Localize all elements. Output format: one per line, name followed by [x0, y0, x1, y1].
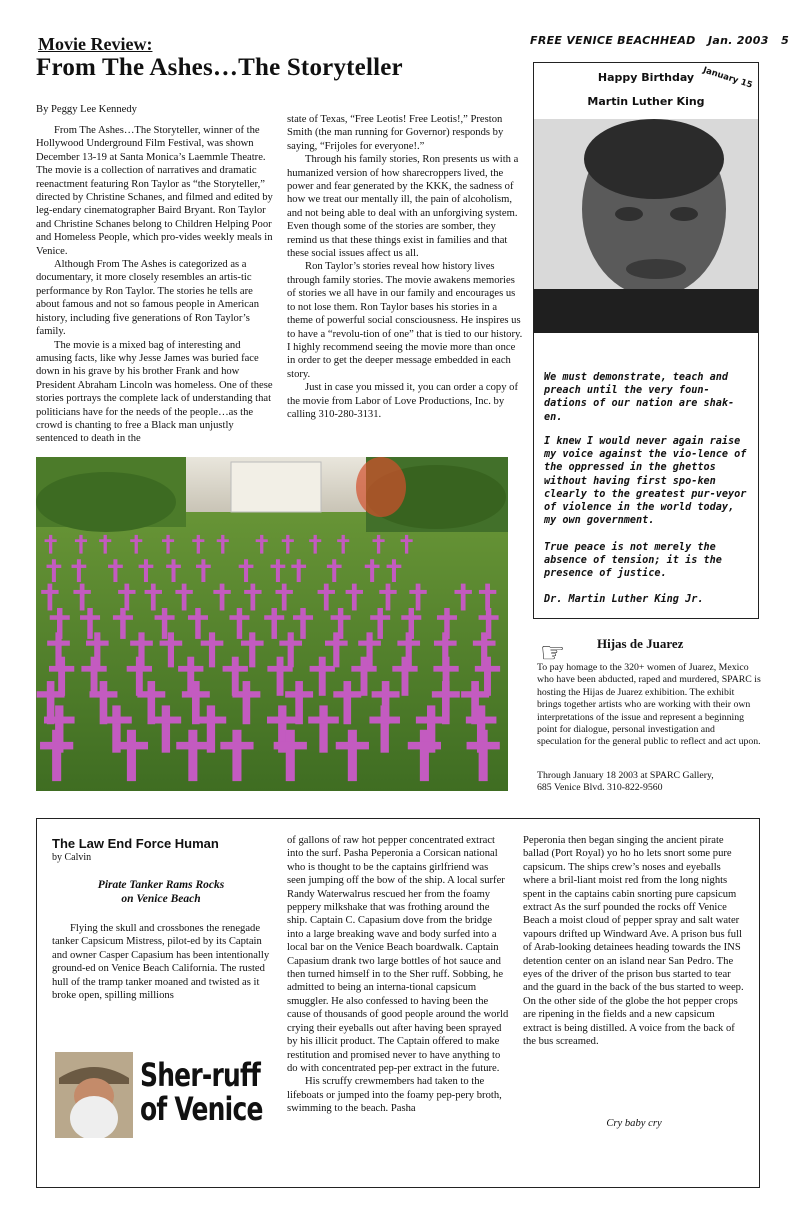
law-subhead	[52, 878, 270, 906]
mlk-quote-3: True peace is not merely the absence of tension; it is the presence of justice.	[544, 542, 722, 580]
mlk-heading-line1: Happy Birthday	[597, 71, 695, 84]
issue-date: Jan. 2003	[708, 34, 769, 47]
calvin-portrait-photo	[55, 1052, 133, 1138]
sherruff-logo	[140, 1058, 263, 1126]
review-column-1	[36, 124, 274, 446]
paragraph: of gallons of raw hot pepper concentrated extract into the surf. Pasha Peperonia a Corsican national who is thought to be the captains girlfriend was seen jumping off the bow of the ship. A local surfer Randy Waterwalrus rescued her from the foamy peppery milkshake that was frothing around the ship. Captain C. Capasium dove from the bridge into a large breaking wave and body surfed into a local bar on the Venice Beach boardwalk. Captain Capasium drank two large bottles of hot sauce and then turned himself in to the Sher ruff. Sobbing, he admitted to being an interna-tional capsicum smuggler. He also confessed to having been the cause of thousands of good people around the world crying their eyeballs out after having been sprayed by his illicit product. The Captain offered to make restitution and promised never to have anything to do with concentrated pep-per extract in the future.	[287, 835, 509, 1074]
review-column-2	[287, 113, 525, 421]
article-byline: By Peggy Lee Kennedy	[36, 104, 137, 115]
law-title: The Law End Force Human	[52, 836, 219, 851]
law-subhead-line1: Pirate Tanker Rams Rocks	[97, 879, 225, 891]
mlk-heading-line2: Martin Luther King	[587, 95, 705, 108]
mlk-portrait-photo	[534, 119, 758, 333]
hijas-details	[537, 770, 761, 795]
article-title: From The Ashes…The Storyteller	[36, 54, 403, 81]
paper-name: FREE VENICE BEACHHEAD	[530, 34, 696, 47]
paragraph: Just in case you missed it, you can order a copy of the movie from Labor of Love Productions, Inc. by calling 310-280-3131.	[287, 382, 519, 420]
hijas-dates: Through January 18 2003 at SPARC Gallery,	[537, 770, 714, 781]
paragraph: state of Texas, “Free Leotis! Free Leotis!,” Preston Smith (the man running for Governor) responds by saying, “Frijoles for everyone!.”	[287, 114, 504, 152]
mlk-birthday-box	[533, 62, 759, 619]
mlk-attribution: Dr. Martin Luther King Jr.	[544, 594, 704, 605]
mlk-quote-2: I knew I would never again raise my voice against the vio-lence of the oppressed in the ghettos without having first spo-ken clearly to the greatest pur-veyor of violence in the world today, my own government.	[544, 436, 747, 527]
hijas-description: To pay homage to the 320+ women of Juarez, Mexico who have been abducted, raped and murdered, SPARC is hosting the Hijas de Juarez exhibition. The exhibit brings together artists who are working with their own interpretations of the issue and represent a beginning point for dialogue, personal investigation and speculation for the general public to reflect and act upon.	[537, 662, 761, 748]
pointing-hand-icon: ☞	[540, 638, 566, 669]
paragraph: Peperonia then began singing the ancient pirate ballad (Port Royal) yo ho ho lets snort some pure capsicum. The ships crew’s noses and eyeballs where a bril-liant moist red from the long nights spent in the captains cabin snorting pure capsicum extract As the surf pounded the rocks off Venice Beach a moist cloud of pepper spray and salt water vapours drifted up Windward Ave. A prison bus full of Arab-looking detainees heading towards the INS detention center on an island near San Pedro. The eyes of the driver of the prison bus started to tear and the guard in the back of the bus started to weep. On the other side of the globe the hot pepper crops are ripening in the fields and a new capsicum extract is being distilled. A voice from the back of the bus screamed.	[523, 835, 744, 1048]
sherruff-logo-line2: of Venice	[140, 1090, 263, 1128]
paragraph: Ron Taylor’s stories reveal how history lives through family stories. The movie awakens memories of stories we all have in our family and encourages us to not lose them. Ron Taylor bases his stories in a theme of powerful social consciousness. He inspires us to have a “revolu-tion of one” that is tied to our history. I highly recommend seeing the movie more than once in order to get the deeper message embedded in each story.	[287, 261, 523, 380]
paragraph: Through his family stories, Ron presents us with a humanized version of how sharecroppers lived, the power and fear generated by the KKK, the sadness of how we treat our mentally ill, the pain of alcoholism, and not being able to deal with an unforgiving system. Even though some of the stories are somber, they remind us that these things exist in families and that these social issues affect us all.	[287, 154, 519, 260]
paragraph: Flying the skull and crossbones the renegade tanker Capsicum Mistress, pilot-ed by its Captain and owner Casper Capasium has been intentionally ground-ed on Venice Beach California. The rusted hull of the tramp tanker moaned and twisted as it broke open, spilling millions	[52, 923, 270, 1002]
masthead	[530, 34, 789, 47]
law-column-1	[52, 922, 272, 1002]
section-kicker: Movie Review:	[38, 34, 153, 54]
mlk-quote-1: We must demonstrate, teach and preach until the very foun-dations of our nation are shak-en.	[544, 372, 735, 423]
page-number: 5	[781, 34, 790, 47]
paragraph: Although From The Ashes is categorized as a documentary, it more closely resembles an artis-tic performance by Ron Taylor. The stories he tells are about famous and not so famous people in American history, including five generations of Ron Taylor’s family.	[36, 259, 260, 338]
paragraph: His scruffy crewmembers had taken to the lifeboats or jumped into the foamy pep-pery broth, swimming to the beach. Pasha	[287, 1076, 502, 1115]
law-byline: by Calvin	[52, 852, 92, 863]
sherruff-logo-line1: Sher-ruff	[140, 1056, 261, 1094]
law-closing-line: Cry baby cry	[606, 1118, 662, 1129]
hijas-title: Hijas de Juarez	[597, 636, 684, 651]
paragraph: From The Ashes…The Storyteller, winner of the Hollywood Underground Film Festival, was shown December 13-19 at Santa Monica’s Laemmle Theatre. The movie is a collection of narratives and dramatic reenactment featuring Ron Taylor as “the Storyteller,” directed by Christine Schanes, and filmed and edited by leg-endary cinematographer Baird Bryant. Ron Taylor and Christine Schanes belong to Children Helping Poor and Homeless People, which pro-vides weekly meals in Venice.	[36, 125, 273, 257]
crosses-lawn-photo	[36, 457, 508, 791]
law-subhead-line2: on Venice Beach	[121, 893, 201, 905]
hijas-address: 685 Venice Blvd. 310-822-9560	[537, 782, 663, 794]
law-column-3	[523, 834, 745, 1049]
paragraph: The movie is a mixed bag of interesting and amusing facts, like why Jesse James was buried face down in his grave by his brother Frank and how President Abraham Lincoln was homeless. One of these stories portrays the complete lack of understanding that politicians have for the needs of the people…as the crowd is chanting to free a Black man unjustly sentenced to death in the	[36, 339, 273, 445]
law-column-2	[287, 834, 509, 1116]
mlk-date: January 15	[701, 65, 754, 91]
